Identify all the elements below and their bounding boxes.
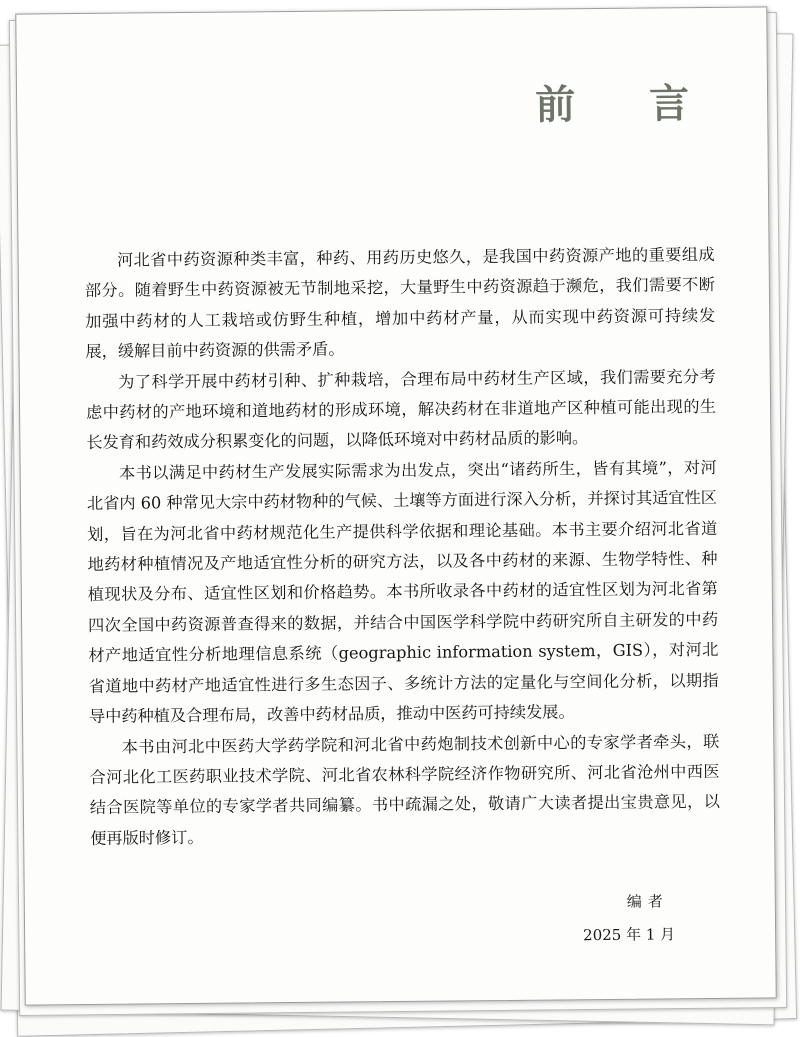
date-label: 2025 年 1 月: [583, 925, 676, 945]
paragraph: 本书以满足中药材生产发展实际需求为出发点，突出“诸药所生，皆有其境”，对河北省内 60 种常见大宗中药材物种的气候、土壤等方面进行深入分析，并探讨其适宜性区划，旨在为河北省中药材规范化生产提供科学依据和理论基础。本书主要介绍河北省道地药材种植情况及产地适宜性分析的研究方法，以及各中药材的来源、生物学特性、种植现状及分布、适宜性区划和价格趋势。本书所收录各中药材的适宜性区划为河北省第四次全国中药资源普查得来的数据，并结合中国医学科学院中药研究所自主研发的中药材产地适宜性分析地理信息系统（geographic information system，GIS），对河北省道地中药材产地适宜性进行多生态因子、多统计方法的定量化与空间化分析，以期指导中药种植及合理布局，改善中药材品质，推动中医药可持续发展。: [86, 457, 719, 727]
signoff: [583, 890, 676, 945]
page-title: 前 言: [534, 79, 720, 129]
preface-body: [84, 240, 720, 854]
paragraph: 河北省中药资源种类丰富，种药、用药历史悠久，是我国中药资源产地的重要组成部分。随着野生中药资源被无节制地采挖，大量野生中药资源趋于濒危，我们需要不断加强中药材的人工栽培或仿野生种植，增加中药材产量，从而实现中药资源可持续发展，缓解目前中药资源的供需矛盾。: [84, 244, 716, 362]
paragraph: 为了科学开展中药材引种、扩种栽培，合理布局中药材生产区域，我们需要充分考虑中药材的产地环境和道地药材的形成环境，解决药材在非道地产区种植可能出现的生长发育和药效成分积累变化的问题，以降低环境对中药材品质的影响。: [85, 366, 717, 453]
paragraph: 本书由河北中医药大学药学院和河北省中药炮制技术创新中心的专家学者牵头，联合河北化工医药职业技术学院、河北省农林科学院经济作物研究所、河北省沧州中西医结合医院等单位的专家学者共同编纂。书中疏漏之处，敬请广大读者提出宝贵意见，以便再版时修订。: [89, 731, 720, 848]
preface-page: [15, 6, 776, 1005]
author-label: 编者: [626, 892, 669, 911]
